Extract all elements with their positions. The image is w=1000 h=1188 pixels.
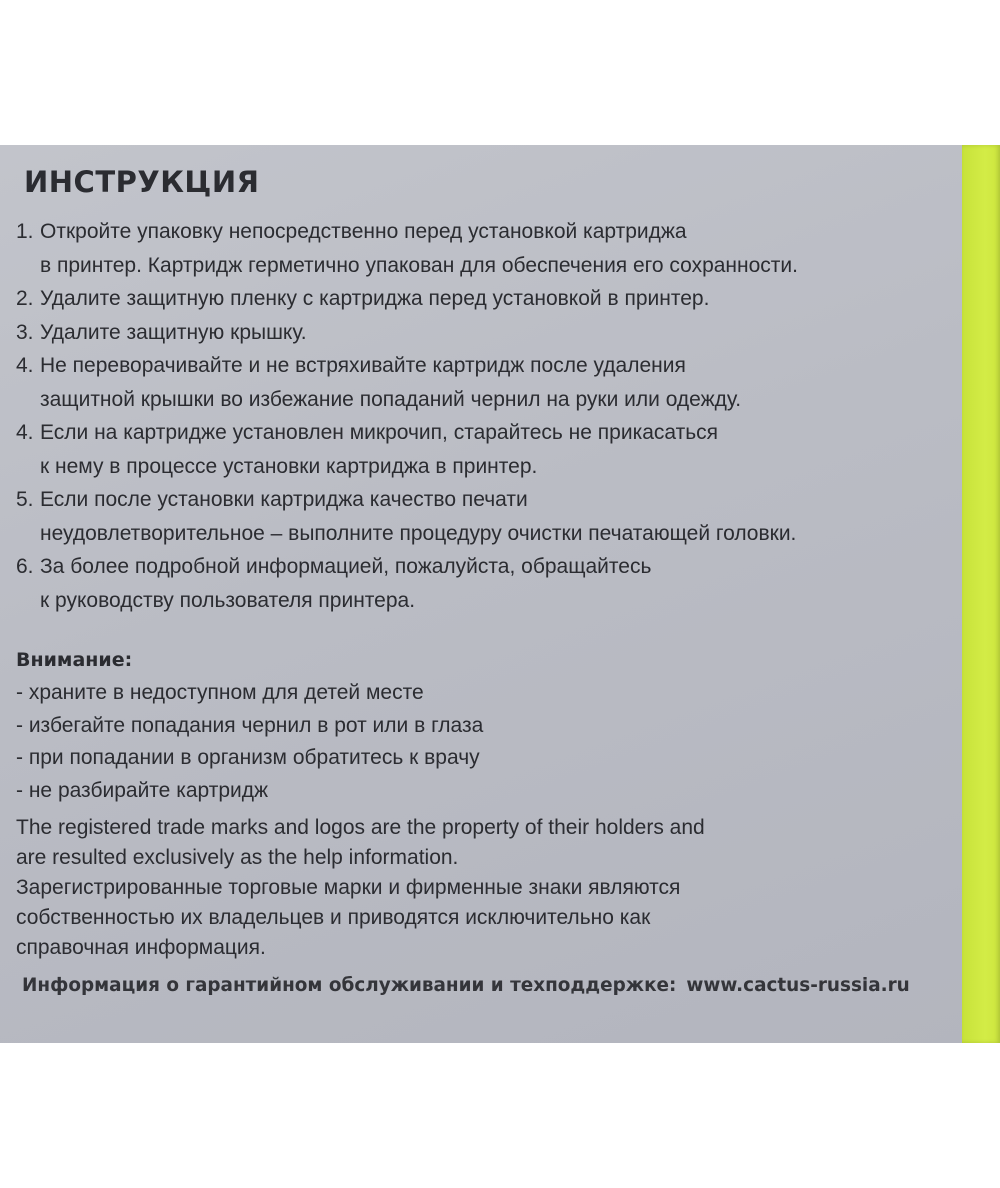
step-item xyxy=(16,550,956,617)
trademark-note-russian xyxy=(16,873,956,963)
step-line: к руководству пользователя принтера. xyxy=(40,588,416,612)
step-text xyxy=(40,550,956,617)
step-line: Откройте упаковку непосредственно перед установкой картриджа xyxy=(40,220,687,243)
step-line: неудовлетворительное – выполните процедуру очистки печатающей головки. xyxy=(40,521,797,545)
step-line: Не переворачивайте и не встряхивайте картридж после удаления xyxy=(40,354,686,377)
step-number: 2. xyxy=(16,287,34,310)
step-line: в принтер. Картридж герметично упакован для обеспечения его сохранности. xyxy=(40,253,798,277)
step-number: 6. xyxy=(16,555,34,578)
step-number: 1. xyxy=(16,220,34,243)
note-line: are resulted exclusively as the help information. xyxy=(16,846,459,869)
step-text xyxy=(40,316,956,350)
warning-list xyxy=(16,677,956,807)
step-text xyxy=(40,349,956,416)
instruction-title: ИНСТРУКЦИЯ xyxy=(24,165,260,199)
step-line: Удалите защитную крышку. xyxy=(40,320,307,344)
green-edge-strip xyxy=(962,145,1000,1043)
step-item xyxy=(16,416,956,483)
warning-item: - избегайте попадания чернил в рот или в глаза xyxy=(16,713,484,737)
step-item xyxy=(16,349,956,416)
instruction-steps xyxy=(16,215,956,617)
step-item xyxy=(16,282,956,316)
trademark-note-english xyxy=(16,813,956,873)
step-text xyxy=(40,416,956,483)
step-item xyxy=(16,316,956,350)
support-label: Информация о гарантийном обслуживании и техподдержке: xyxy=(22,975,677,996)
note-line: справочная информация. xyxy=(16,936,266,959)
support-footer xyxy=(22,975,910,996)
step-line: к нему в процессе установки картриджа в принтер. xyxy=(40,454,538,478)
warning-item: - при попадании в организм обратитесь к врачу xyxy=(16,746,480,769)
step-line: За более подробной информацией, пожалуйста, обращайтесь xyxy=(40,555,652,578)
warning-title: Внимание: xyxy=(16,649,133,671)
step-line: Если после установки картриджа качество печати xyxy=(40,488,528,511)
instruction-text-block xyxy=(16,163,956,963)
step-text xyxy=(40,483,956,550)
warning-item: - храните в недоступном для детей месте xyxy=(16,681,424,704)
instruction-panel xyxy=(0,145,1000,1043)
step-line: Если на картридже установлен микрочип, старайтесь не прикасаться xyxy=(40,421,719,444)
step-line: защитной крышки во избежание попаданий чернил на руки или одежду. xyxy=(40,387,742,411)
step-line: Удалите защитную пленку с картриджа перед установкой в принтер. xyxy=(40,287,710,310)
step-number: 4. xyxy=(16,354,34,377)
note-line: собственностью их владельцев и приводятся исключительно как xyxy=(16,906,651,929)
note-line: Зарегистрированные торговые марки и фирменные знаки являются xyxy=(16,876,681,899)
step-text xyxy=(40,215,956,282)
warning-item: - не разбирайте картридж xyxy=(16,778,269,802)
step-number: 3. xyxy=(16,320,34,344)
step-item xyxy=(16,215,956,282)
step-number: 5. xyxy=(16,488,34,511)
trademark-notes xyxy=(16,813,956,963)
note-line: The registered trade marks and logos are the property of their holders and xyxy=(16,816,705,839)
step-text xyxy=(40,282,956,316)
step-item xyxy=(16,483,956,550)
step-number: 4. xyxy=(16,421,34,444)
support-url: www.cactus-russia.ru xyxy=(686,975,910,996)
